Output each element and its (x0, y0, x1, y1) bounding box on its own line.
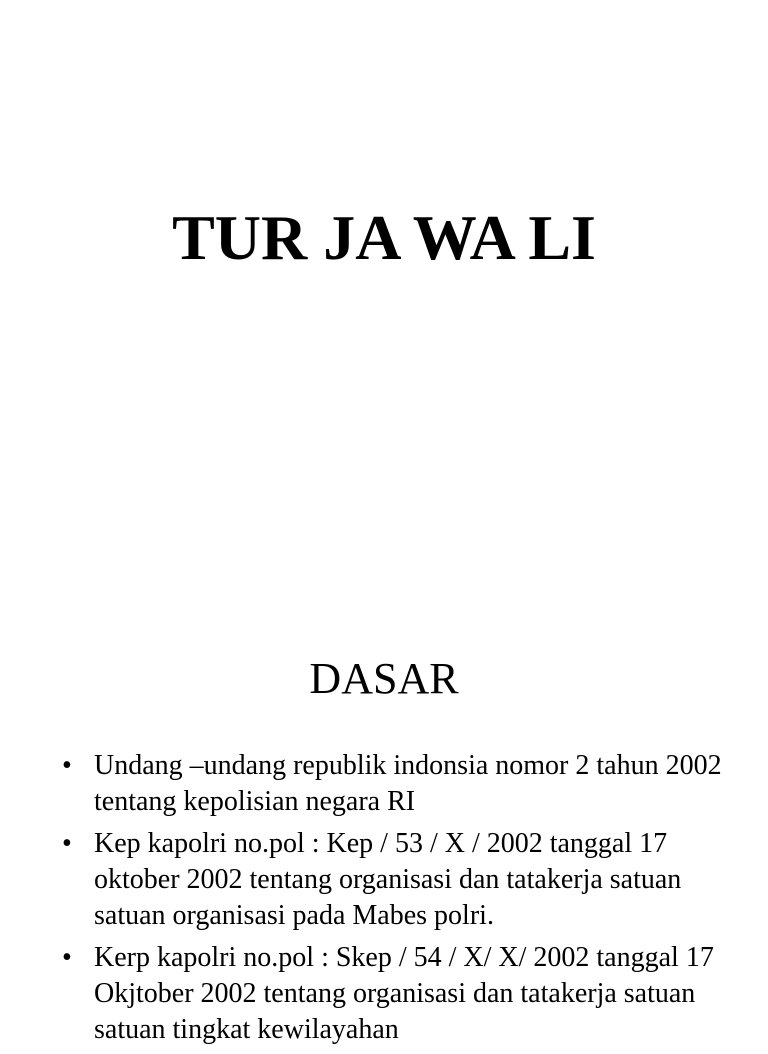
section-heading: DASAR (309, 654, 459, 703)
bullet-text: Kep kapolri no.pol : Kep / 53 / X / 2002 tanggal 17 oktober 2002 tentang organisasi dan tatakerja satuan satuan organisasi pada Mabes polri. (94, 828, 682, 931)
bullet-icon: • (62, 828, 72, 859)
bullet-list (62, 748, 742, 1054)
bullet-item (62, 748, 742, 820)
bullet-text: Undang –undang republik indonsia nomor 2 tahun 2002 tentang kepolisian negara RI (94, 750, 722, 817)
bullet-text: Kerp kapolri no.pol : Skep / 54 / X/ X/ 2002 tanggal 17 Okjtober 2002 tentang organisasi dan tatakerja satuan satuan tingkat kewilayahan (94, 942, 714, 1045)
bullet-item (62, 940, 742, 1048)
slide-title: TUR JA WA LI (172, 202, 596, 273)
bullet-icon: • (62, 750, 72, 781)
bullet-icon: • (62, 942, 72, 973)
bullet-item (62, 826, 742, 934)
